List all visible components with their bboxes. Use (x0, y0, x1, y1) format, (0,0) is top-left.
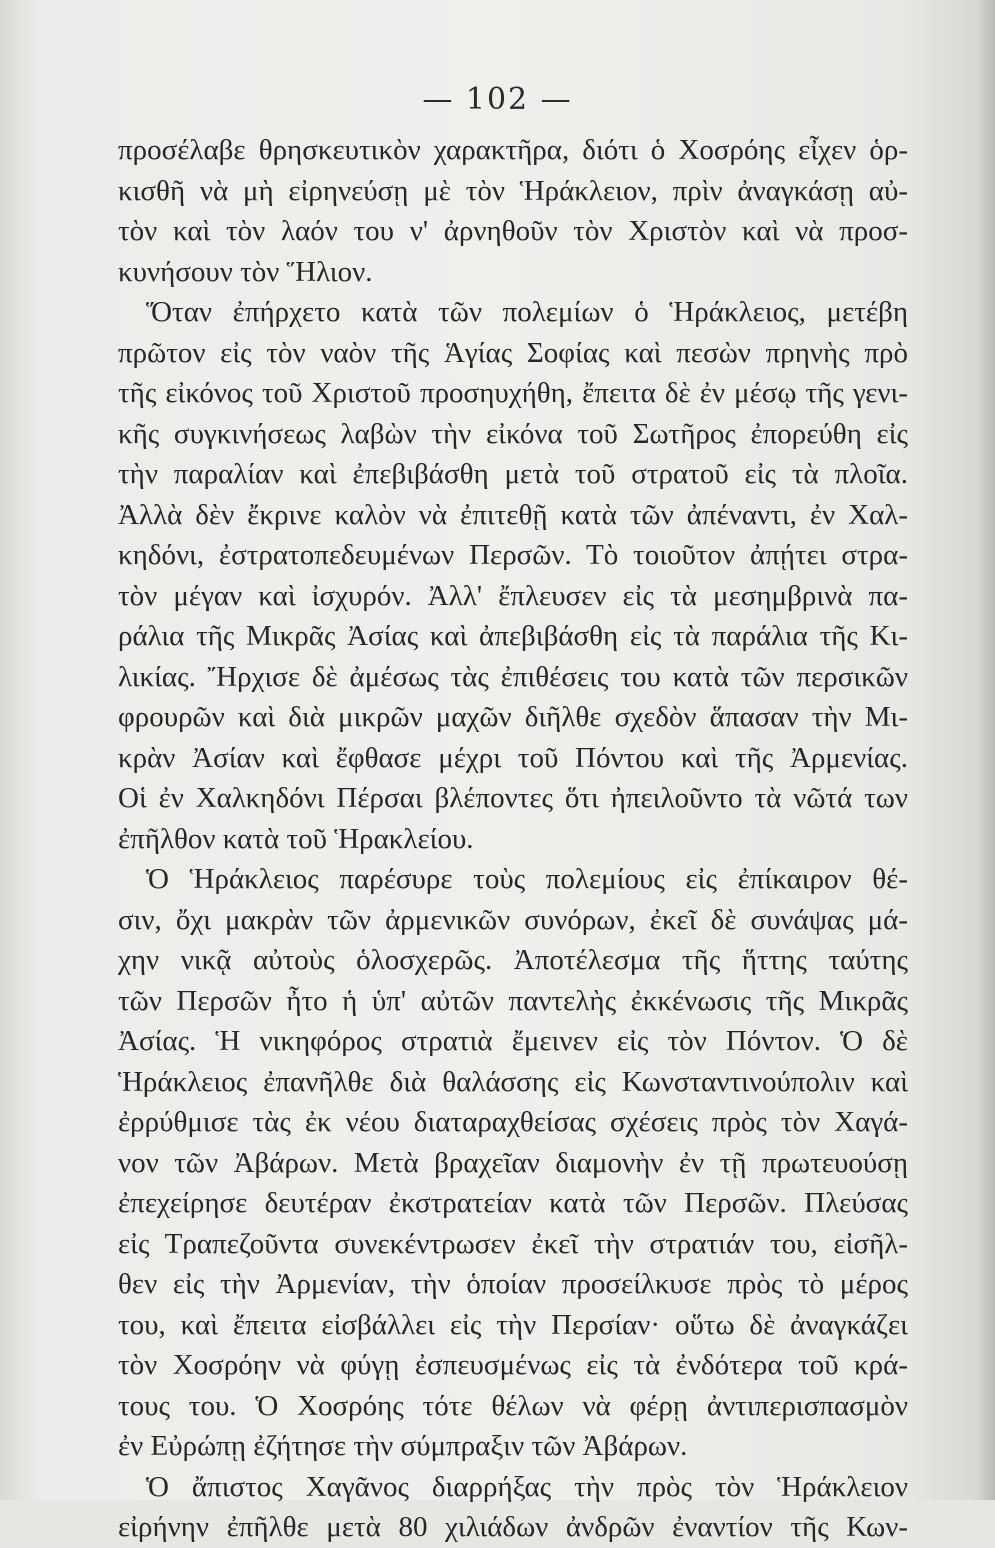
text-line: κισθῆ νὰ μὴ εἰρηνεύσῃ μὲ τὸν Ἡράκλειον, πρὶν ἀναγκάσῃ αὐ- (118, 174, 908, 207)
text-line: τους του. Ὁ Χοσρόης τότε θέλων νὰ φέρῃ ἀντιπερισπασμὸν (118, 1389, 908, 1422)
body-text (118, 130, 908, 1548)
text-line: Ἀσίας. Ἡ νικηφόρος στρατιὰ ἔμεινεν εἰς τὸν Πόντον. Ὁ δὲ (118, 1025, 908, 1057)
text-line: ράλια τῆς Μικρᾶς Ἀσίας καὶ ἀπεβιβάσθη εἰς τὰ παράλια τῆς Κι- (118, 620, 908, 652)
text-line: τῶν Περσῶν ἦτο ἡ ὑπ' αὐτῶν παντελὴς ἐκκένωσις τῆς Μικρᾶς (118, 984, 908, 1017)
text-line: Ἀλλὰ δὲν ἔκρινε καλὸν νὰ ἐπιτεθῇ κατὰ τῶν ἀπέναντι, ἐν Χαλ- (118, 498, 908, 531)
text-line: τὴν παραλίαν καὶ ἐπεβιβάσθη μετὰ τοῦ στρατοῦ εἰς τὰ πλοῖα. (118, 458, 908, 490)
text-line: πρῶτον εἰς τὸν ναὸν τῆς Ἁγίας Σοφίας καὶ πεσὼν πρηνὴς πρὸ (118, 336, 908, 369)
text-line: φρουρῶν καὶ διὰ μικρῶν μαχῶν διῆλθε σχεδὸν ἅπασαν τὴν Μι- (118, 701, 908, 733)
text-line: θεν εἰς τὴν Ἀρμενίαν, τὴν ὁποίαν προσείλκυσε πρὸς τὸ μέρος (118, 1268, 908, 1300)
text-line: λικίας. Ἤρχισε δὲ ἀμέσως τὰς ἐπιθέσεις του κατὰ τῶν περσικῶν (118, 660, 908, 693)
page-spine-shadow (977, 0, 995, 1500)
text-line: κυνήσουν τὸν Ἥλιον. (118, 255, 373, 288)
text-line: εἰς Τραπεζοῦντα συνεκέντρωσεν ἐκεῖ τὴν στρατιάν του, εἰσῆλ- (118, 1227, 908, 1260)
page-number: — 102 — (422, 82, 573, 117)
text-line: ἐπῆλθον κατὰ τοῦ Ἡρακλείου. (118, 822, 474, 855)
text-line: κρὰν Ἀσίαν καὶ ἔφθασε μέχρι τοῦ Πόντου καὶ τῆς Ἀρμενίας. (118, 741, 908, 774)
text-line: τῆς εἰκόνος τοῦ Χριστοῦ προσηυχήθη, ἔπειτα δὲ ἐν μέσῳ τῆς γενι- (118, 377, 908, 409)
text-line: Οἱ ἐν Χαλκηδόνι Πέρσαι βλέποντες ὅτι ἠπειλοῦντο τὰ νῶτά των (118, 782, 908, 814)
text-line: Ὅταν ἐπήρχετο κατὰ τῶν πολεμίων ὁ Ἡράκλειος, μετέβη (146, 296, 908, 328)
text-line: κῆς συγκινήσεως λαβὼν τὴν εἰκόνα τοῦ Σωτῆρος ἐπορεύθη εἰς (118, 417, 908, 450)
text-line: χην νικᾷ αὐτοὺς ὁλοσχερῶς. Ἀποτέλεσμα τῆς ἥττης ταύτης (118, 944, 908, 976)
text-line: κηδόνι, ἐστρατοπεδευμένων Περσῶν. Τὸ τοιοῦτον ἀπῄτει στρα- (118, 539, 908, 571)
text-line: εἰρήνην ἐπῆλθε μετὰ 80 χιλιάδων ἀνδρῶν ἐναντίον τῆς Κων- (118, 1511, 908, 1543)
text-line: Ἡράκλειος ἐπανῆλθε διὰ θαλάσσης εἰς Κωνσταντινούπολιν καὶ (118, 1065, 908, 1098)
text-line: τὸν μέγαν καὶ ἰσχυρόν. Ἀλλ' ἔπλευσεν εἰς τὰ μεσημβρινὰ πα- (118, 579, 908, 612)
text-line: τὸν Χοσρόην νὰ φύγῃ ἐσπευσμένως εἰς τὰ ἐνδότερα τοῦ κρά- (118, 1349, 908, 1381)
text-line: σιν, ὄχι μακρὰν τῶν ἀρμενικῶν συνόρων, ἐκεῖ δὲ συνάψας μά- (118, 903, 908, 936)
text-line: ἐν Εὐρώπῃ ἐζήτησε τὴν σύμπραξιν τῶν Ἀβάρων. (118, 1430, 688, 1462)
text-line: του, καὶ ἔπειτα εἰσβάλλει εἰς τὴν Περσίαν· οὕτω δὲ ἀναγκάζει (118, 1308, 908, 1341)
text-line: τὸν καὶ τὸν λαόν του ν' ἀρνηθοῦν τὸν Χριστὸν καὶ νὰ προσ- (118, 215, 908, 247)
text-line: ἐρρύθμισε τὰς ἐκ νέου διαταραχθείσας σχέσεις πρὸς τὸν Χαγά- (118, 1106, 908, 1138)
text-line: προσέλαβε θρησκευτικὸν χαρακτῆρα, διότι ὁ Χοσρόης εἶχεν ὁρ- (118, 134, 908, 166)
text-line: νον τῶν Ἀβάρων. Μετὰ βραχεῖαν διαμονὴν ἐν τῇ πρωτευούσῃ (118, 1146, 908, 1179)
text-line: Ὁ ἄπιστος Χαγᾶνος διαρρήξας τὴν πρὸς τὸν Ἡράκλειον (146, 1470, 908, 1503)
text-line: Ὁ Ἡράκλειος παρέσυρε τοὺς πολεμίους εἰς ἐπίκαιρον θέ- (146, 863, 908, 895)
text-line: ἐπεχείρησε δευτέραν ἐκστρατείαν κατὰ τῶν Περσῶν. Πλεύσας (118, 1187, 908, 1219)
